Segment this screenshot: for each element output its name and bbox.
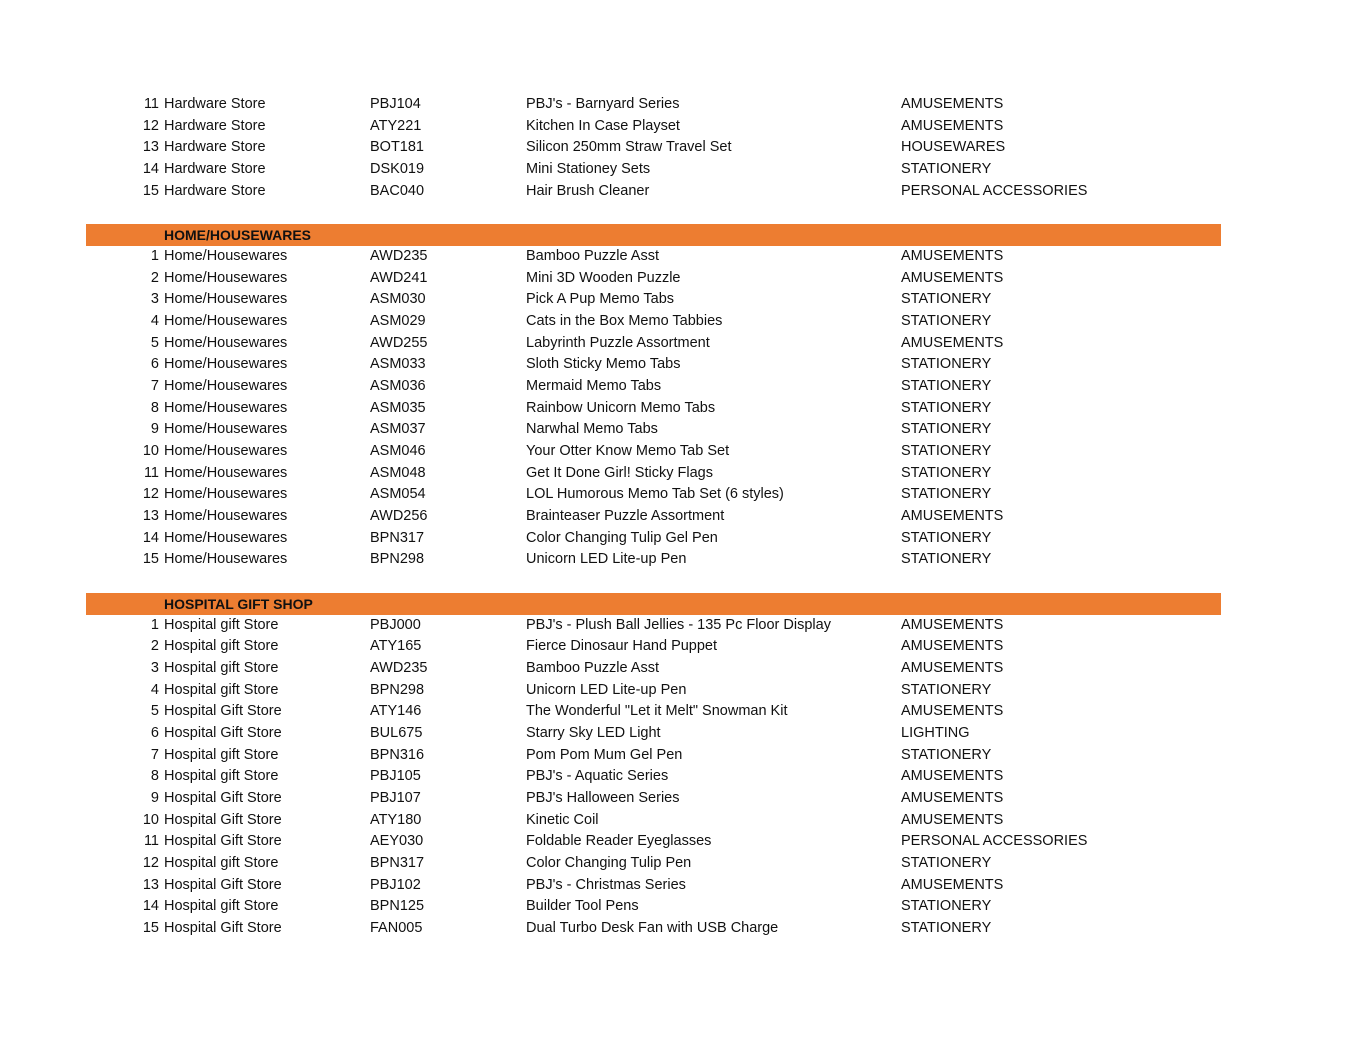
table-row [0,116,1365,138]
product-description: Cats in the Box Memo Tabbies [526,312,723,329]
product-description: Dual Turbo Desk Fan with USB Charge [526,920,779,937]
row-number: 1 [150,247,159,264]
sku-code: AEY030 [370,833,424,850]
table-row [0,181,1365,203]
row-number: 9 [150,790,159,806]
row-number: 3 [150,291,159,308]
sku-code: BPN317 [370,529,425,546]
table-row [0,528,1365,550]
table-row [0,853,1365,875]
sku-code: DSK019 [370,161,425,178]
sku-code: ASM048 [370,464,426,481]
product-description: Mini 3D Wooden Puzzle [526,269,681,286]
product-description: Brainteaser Puzzle Assortment [526,508,725,525]
sku-code: PBJ107 [370,790,421,806]
row-number: 14 [142,529,159,546]
table-row [0,159,1365,181]
table-row [0,311,1365,333]
sku-code: PBJ105 [370,768,421,785]
product-category: STATIONERY [901,529,992,546]
table-row [0,831,1365,853]
store-type: Hospital gift Store [164,659,279,676]
product-category: STATIONERY [901,421,992,438]
table-row [0,701,1365,723]
table-row [0,680,1365,702]
table-row [0,484,1365,506]
sku-code: BPN298 [370,681,425,698]
product-category: AMUSEMENTS [901,876,1004,893]
row-number: 13 [142,139,159,156]
product-category: HOUSEWARES [901,139,1006,156]
section-0 [0,94,1365,202]
product-category: STATIONERY [901,746,992,763]
row-number: 4 [150,681,159,698]
store-type: Home/Housewares [164,291,288,308]
product-description: Kinetic Coil [526,811,599,828]
sku-code: ASM035 [370,399,426,416]
table-row [0,615,1365,637]
table-row [0,289,1365,311]
sku-code: AWD241 [370,269,428,286]
store-type: Home/Housewares [164,356,288,373]
store-type: Hospital Gift Store [164,876,282,893]
product-description: Mini Stationey Sets [526,161,651,178]
row-number: 11 [143,833,159,850]
row-number: 15 [142,551,159,568]
store-type: Home/Housewares [164,464,288,481]
section-title: HOME/HOUSEWARES [164,227,312,244]
store-type: Hospital gift Store [164,616,279,633]
store-type: Home/Housewares [164,247,288,264]
row-number: 8 [150,768,159,785]
table-row [0,268,1365,290]
store-type: Hospital gift Store [164,746,279,763]
store-type: Hardware Store [164,139,266,156]
store-type: Home/Housewares [164,377,288,394]
product-description: Silicon 250mm Straw Travel Set [526,139,732,156]
product-category: STATIONERY [901,443,992,459]
sku-code: ASM029 [370,312,426,329]
sku-code: BUL675 [370,724,423,741]
sku-code: ASM046 [370,443,426,459]
table-row [0,875,1365,897]
row-number: 5 [150,334,159,351]
table-row [0,333,1365,355]
section-gap [0,571,1365,593]
row-number: 4 [150,312,159,329]
product-category: AMUSEMENTS [901,790,1004,806]
sku-code: ASM030 [370,291,426,308]
row-number: 11 [143,96,159,112]
section-1 [0,202,1365,571]
store-type: Home/Housewares [164,529,288,546]
store-type: Hospital Gift Store [164,703,282,720]
product-category: STATIONERY [901,486,992,503]
store-type: Home/Housewares [164,312,288,329]
table-row [0,463,1365,485]
table-row [0,246,1365,268]
product-category: AMUSEMENTS [901,659,1004,676]
sku-code: BAC040 [370,182,425,199]
store-type: Hospital Gift Store [164,920,282,937]
store-type: Home/Housewares [164,443,288,459]
table-row [0,94,1365,116]
section-header-band [86,593,1221,615]
sku-code: AWD255 [370,334,428,351]
sku-code: ASM036 [370,377,426,394]
row-number: 5 [150,703,159,720]
store-type: Home/Housewares [164,508,288,525]
table-row [0,441,1365,463]
table-row [0,788,1365,810]
table-row [0,636,1365,658]
sku-code: ATY146 [370,703,422,720]
product-description: Narwhal Memo Tabs [526,421,658,438]
store-type: Hospital gift Store [164,898,279,915]
row-number: 10 [142,811,159,828]
product-description: Bamboo Puzzle Asst [526,247,659,264]
row-number: 2 [150,638,159,655]
table-row [0,419,1365,441]
product-description: LOL Humorous Memo Tab Set (6 styles) [526,486,784,503]
row-number: 15 [142,182,159,199]
row-number: 1 [150,616,159,633]
product-category: STATIONERY [901,356,992,373]
table-row [0,398,1365,420]
sku-code: PBJ102 [370,876,421,893]
product-category: STATIONERY [901,920,992,937]
store-type: Hardware Store [164,161,266,178]
product-category: STATIONERY [901,161,992,178]
product-category: STATIONERY [901,291,992,308]
store-type: Home/Housewares [164,334,288,351]
row-number: 2 [150,269,159,286]
product-description: Builder Tool Pens [526,898,639,915]
row-number: 7 [150,377,159,394]
product-description: Your Otter Know Memo Tab Set [526,443,730,459]
section-gap [0,202,1365,224]
product-category: STATIONERY [901,855,992,872]
table-row [0,810,1365,832]
product-description: Kitchen In Case Playset [526,117,680,134]
row-number: 6 [150,724,159,741]
store-type: Home/Housewares [164,486,288,503]
store-type: Hospital Gift Store [164,833,282,850]
sku-code: ATY221 [370,117,422,134]
row-number: 6 [150,356,159,373]
row-number: 9 [150,421,159,438]
sku-code: BPN317 [370,855,425,872]
table-row [0,658,1365,680]
product-description: Fierce Dinosaur Hand Puppet [526,638,718,655]
product-description: Hair Brush Cleaner [526,182,650,199]
product-description: Unicorn LED Lite-up Pen [526,551,687,568]
product-sheet [0,94,1365,940]
product-category: LIGHTING [901,724,970,741]
row-number: 8 [150,399,159,416]
store-type: Hospital gift Store [164,638,279,655]
product-category: AMUSEMENTS [901,703,1004,720]
store-type: Hospital Gift Store [164,724,282,741]
store-type: Hardware Store [164,182,266,199]
product-description: PBJ's Halloween Series [526,790,680,806]
sku-code: PBJ000 [370,616,421,633]
sku-code: BPN298 [370,551,425,568]
section-2 [0,571,1365,940]
table-row [0,723,1365,745]
product-description: Foldable Reader Eyeglasses [526,833,712,850]
product-category: AMUSEMENTS [901,117,1004,134]
table-row [0,354,1365,376]
product-description: Color Changing Tulip Gel Pen [526,529,718,546]
row-number: 7 [150,746,159,763]
product-description: PBJ's - Plush Ball Jellies - 135 Pc Floor Display [526,616,831,633]
sku-code: AWD256 [370,508,428,525]
sku-code: BPN316 [370,746,425,763]
product-description: PBJ's - Aquatic Series [526,768,669,785]
product-category: STATIONERY [901,681,992,698]
product-description: Labyrinth Puzzle Assortment [526,334,710,351]
section-title: HOSPITAL GIFT SHOP [164,595,313,612]
store-type: Hardware Store [164,96,266,112]
sku-code: ASM054 [370,486,426,503]
product-category: AMUSEMENTS [901,247,1004,264]
store-type: Hospital gift Store [164,855,279,872]
table-row [0,376,1365,398]
product-category: STATIONERY [901,898,992,915]
sku-code: BOT181 [370,139,424,156]
row-number: 13 [142,876,159,893]
product-description: The Wonderful "Let it Melt" Snowman Kit [526,703,788,720]
row-number: 12 [142,855,159,872]
product-category: PERSONAL ACCESSORIES [901,182,1088,199]
store-type: Hospital Gift Store [164,790,282,806]
product-description: Unicorn LED Lite-up Pen [526,681,687,698]
sku-code: FAN005 [370,920,423,937]
product-description: Color Changing Tulip Pen [526,855,692,872]
product-description: Get It Done Girl! Sticky Flags [526,464,713,481]
store-type: Hospital gift Store [164,681,279,698]
row-number: 3 [150,659,159,676]
product-category: AMUSEMENTS [901,811,1004,828]
store-type: Home/Housewares [164,269,288,286]
product-category: AMUSEMENTS [901,768,1004,785]
product-category: AMUSEMENTS [901,269,1004,286]
product-category: PERSONAL ACCESSORIES [901,833,1088,850]
table-row [0,918,1365,940]
row-number: 12 [142,117,159,134]
product-category: AMUSEMENTS [901,638,1004,655]
product-description: Starry Sky LED Light [526,724,661,741]
row-number: 14 [142,898,159,915]
product-description: Rainbow Unicorn Memo Tabs [526,399,716,416]
product-category: STATIONERY [901,551,992,568]
sku-code: AWD235 [370,659,428,676]
row-number: 15 [142,920,159,937]
store-type: Hospital Gift Store [164,811,282,828]
row-number: 11 [143,464,159,481]
product-description: Mermaid Memo Tabs [526,377,662,394]
product-description: Bamboo Puzzle Asst [526,659,659,676]
store-type: Home/Housewares [164,399,288,416]
table-row [0,766,1365,788]
row-number: 14 [142,161,159,178]
row-number: 12 [142,486,159,503]
product-category: AMUSEMENTS [901,96,1004,112]
sku-code: BPN125 [370,898,425,915]
product-description: Pom Pom Mum Gel Pen [526,746,683,763]
sku-code: PBJ104 [370,96,421,112]
table-row [0,506,1365,528]
product-category: AMUSEMENTS [901,334,1004,351]
row-number: 10 [142,443,159,459]
product-description: Sloth Sticky Memo Tabs [526,356,681,373]
sku-code: AWD235 [370,247,428,264]
product-description: PBJ's - Barnyard Series [526,96,680,112]
sku-code: ASM037 [370,421,426,438]
sku-code: ATY165 [370,638,422,655]
product-category: STATIONERY [901,312,992,329]
row-number: 13 [142,508,159,525]
table-row [0,549,1365,571]
section-header-band [86,224,1221,246]
table-row [0,896,1365,918]
product-category: AMUSEMENTS [901,508,1004,525]
product-category: STATIONERY [901,464,992,481]
sku-code: ASM033 [370,356,426,373]
table-row [0,745,1365,767]
product-category: AMUSEMENTS [901,616,1004,633]
product-description: Pick A Pup Memo Tabs [526,291,675,308]
product-description: PBJ's - Christmas Series [526,876,686,893]
store-type: Home/Housewares [164,421,288,438]
store-type: Hardware Store [164,117,266,134]
table-row [0,137,1365,159]
store-type: Home/Housewares [164,551,288,568]
sku-code: ATY180 [370,811,422,828]
product-category: STATIONERY [901,399,992,416]
product-category: STATIONERY [901,377,992,394]
store-type: Hospital gift Store [164,768,279,785]
